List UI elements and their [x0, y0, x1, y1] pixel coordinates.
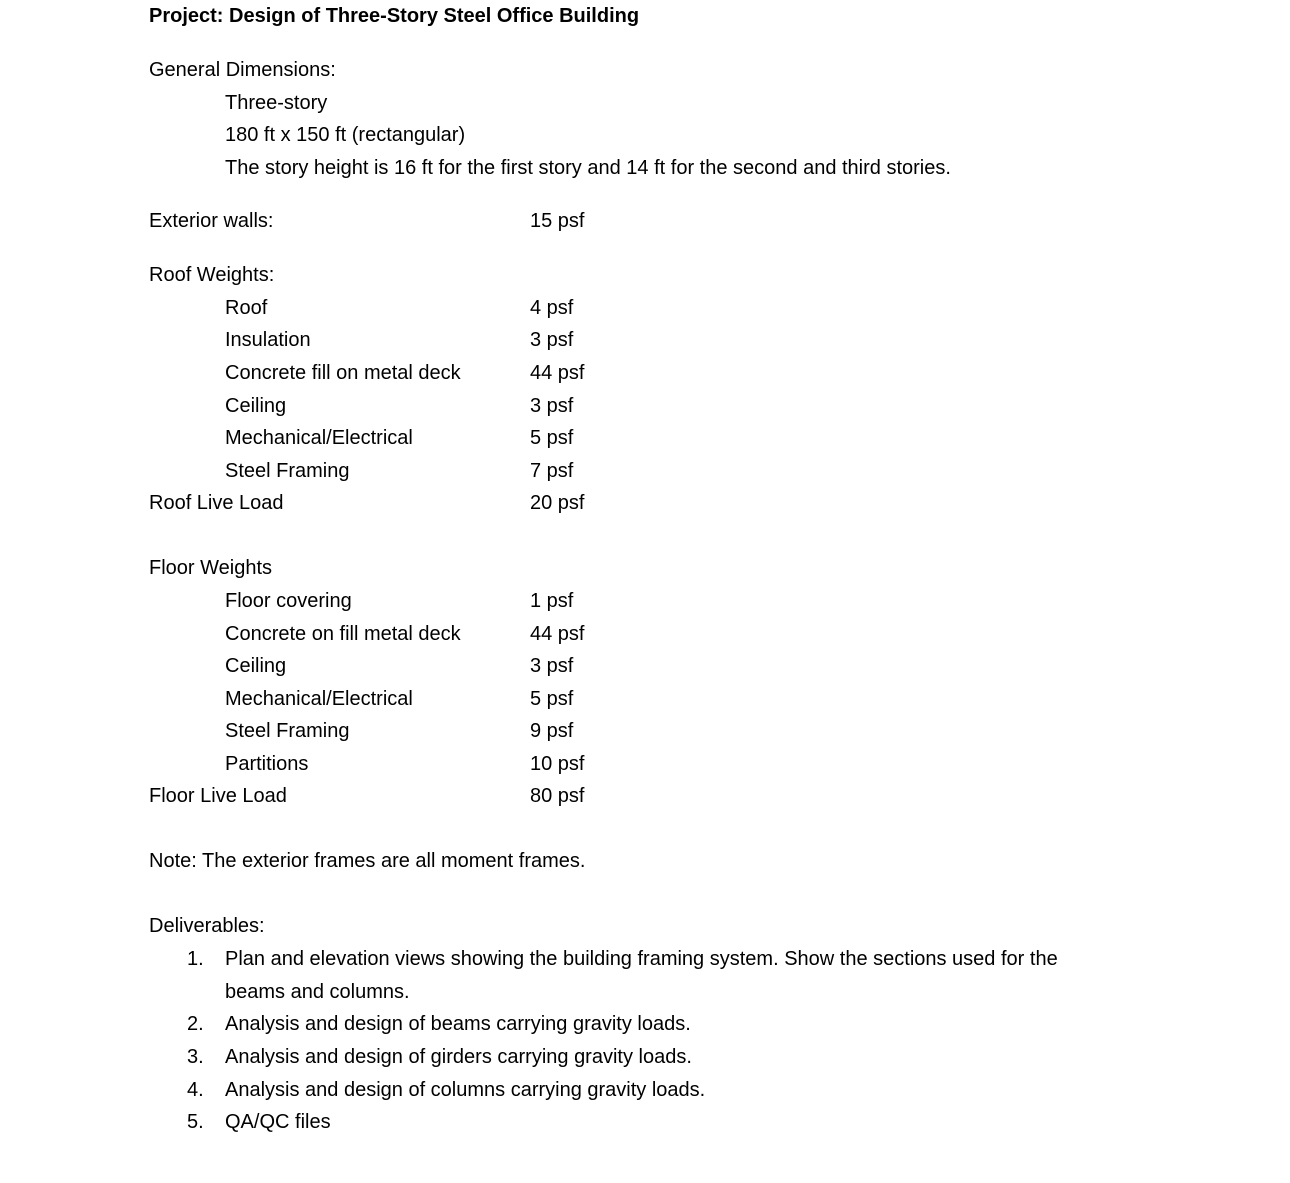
roof-item-value: 3 psf	[530, 329, 574, 351]
roof-item-label: Roof	[225, 297, 268, 319]
general-line-story-height: The story height is 16 ft for the first story and 14 ft for the second and third stories.	[225, 157, 951, 179]
floor-item-value: 5 psf	[530, 688, 574, 710]
floor-item-value: 9 psf	[530, 720, 574, 742]
roof-item-value: 44 psf	[530, 362, 585, 384]
floor-item-label: Steel Framing	[225, 720, 350, 742]
frames-note: Note: The exterior frames are all moment frames.	[149, 850, 586, 872]
roof-item-value: 3 psf	[530, 395, 574, 417]
general-line-stories: Three-story	[225, 92, 328, 114]
roof-item-label: Insulation	[225, 329, 311, 351]
deliverable-number: 5.	[187, 1111, 204, 1133]
deliverable-text: QA/QC files	[225, 1111, 331, 1133]
roof-item-label: Concrete fill on metal deck	[225, 362, 461, 384]
deliverables-heading: Deliverables:	[149, 915, 265, 937]
roof-live-load-label: Roof Live Load	[149, 492, 284, 514]
project-title: Project: Design of Three-Story Steel Office Building	[149, 5, 640, 27]
floor-item-value: 44 psf	[530, 623, 585, 645]
deliverable-text: Analysis and design of columns carrying gravity loads.	[225, 1079, 706, 1101]
floor-live-load-label: Floor Live Load	[149, 785, 287, 807]
roof-item-value: 4 psf	[530, 297, 574, 319]
floor-item-label: Mechanical/Electrical	[225, 688, 413, 710]
exterior-walls-value: 15 psf	[530, 210, 585, 232]
general-dimensions-heading: General Dimensions:	[149, 59, 336, 81]
floor-live-load-value: 80 psf	[530, 785, 585, 807]
roof-weights-heading: Roof Weights:	[149, 264, 275, 286]
floor-item-label: Ceiling	[225, 655, 287, 677]
deliverable-number: 3.	[187, 1046, 204, 1068]
deliverable-text-continued: beams and columns.	[225, 981, 410, 1003]
general-line-plan-size: 180 ft x 150 ft (rectangular)	[225, 124, 466, 146]
roof-item-value: 7 psf	[530, 460, 574, 482]
floor-weights-heading: Floor Weights	[149, 557, 273, 579]
roof-item-label: Mechanical/Electrical	[225, 427, 413, 449]
roof-item-label: Ceiling	[225, 395, 287, 417]
deliverable-number: 4.	[187, 1079, 204, 1101]
roof-item-label: Steel Framing	[225, 460, 350, 482]
deliverable-number: 1.	[187, 948, 204, 970]
floor-item-value: 10 psf	[530, 753, 585, 775]
deliverable-text: Analysis and design of beams carrying gravity loads.	[225, 1013, 691, 1035]
roof-live-load-value: 20 psf	[530, 492, 585, 514]
floor-item-label: Partitions	[225, 753, 309, 775]
floor-item-label: Concrete on fill metal deck	[225, 623, 461, 645]
floor-item-value: 3 psf	[530, 655, 574, 677]
floor-item-label: Floor covering	[225, 590, 352, 612]
roof-item-value: 5 psf	[530, 427, 574, 449]
deliverable-text: Analysis and design of girders carrying gravity loads.	[225, 1046, 692, 1068]
deliverable-text: Plan and elevation views showing the building framing system. Show the sections used for the	[225, 948, 1058, 970]
exterior-walls-label: Exterior walls:	[149, 210, 274, 232]
floor-item-value: 1 psf	[530, 590, 574, 612]
deliverable-number: 2.	[187, 1013, 204, 1035]
